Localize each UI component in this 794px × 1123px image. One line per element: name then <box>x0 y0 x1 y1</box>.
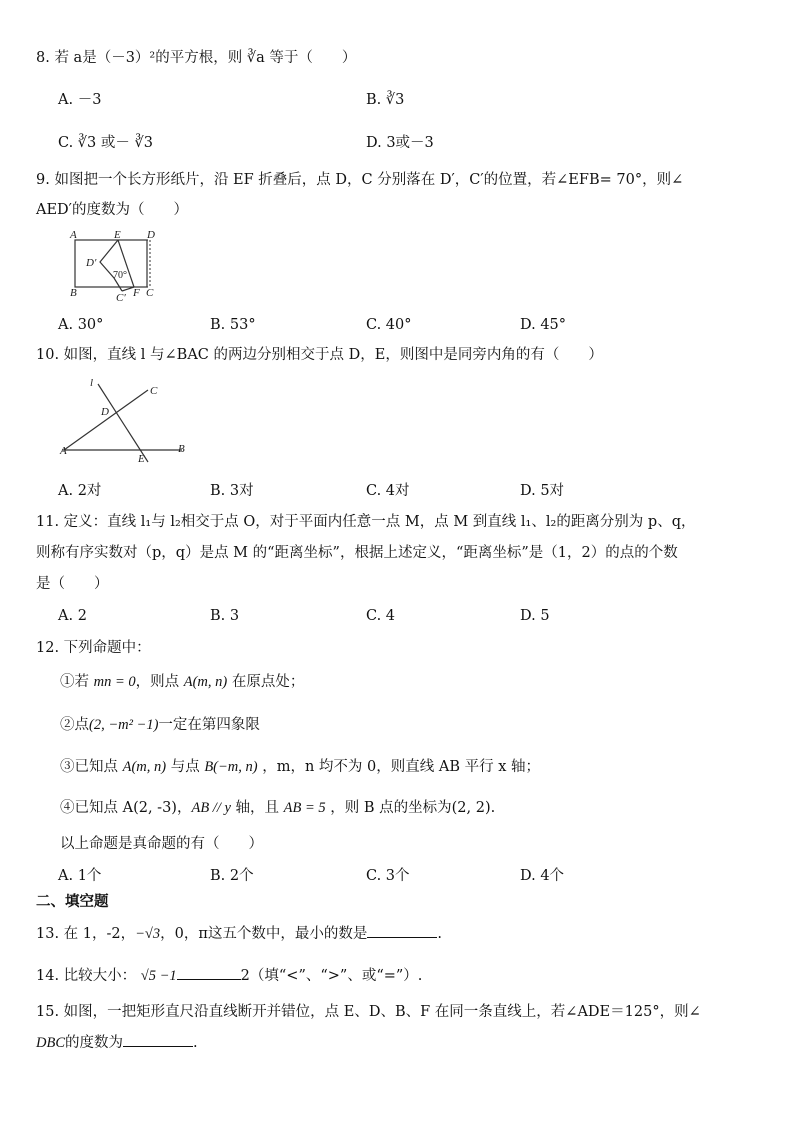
q9-stem-line2: AED′的度数为（ ） <box>36 202 188 218</box>
q10-figure <box>58 374 194 470</box>
q11-line3: 是（ ） <box>36 576 109 592</box>
label-a: A <box>60 445 67 457</box>
q12-option-c: C. 3个 <box>366 868 410 884</box>
q8-option-b: B. ∛3 <box>366 92 405 108</box>
q8-stem: 8. 若 a是（－3）²的平方根，则 ∛a 等于（ ） <box>36 50 357 66</box>
label-b: B <box>70 287 77 299</box>
q9-figure <box>62 228 162 304</box>
label-l: l <box>90 377 94 389</box>
label-b: B <box>178 443 185 455</box>
q8-option-c: C. ∛3 或－ ∛3 <box>58 135 153 151</box>
q10-option-a: A. 2对 <box>58 483 102 499</box>
q9-option-a: A. 30° <box>58 317 104 333</box>
q8-option-d: D. 3或－3 <box>366 135 434 151</box>
q12-option-a: A. 1个 <box>58 868 102 884</box>
label-e: E <box>114 229 121 241</box>
q14-answer-blank[interactable] <box>177 965 241 980</box>
q9-option-b: B. 53° <box>210 317 256 333</box>
q12-option-d: D. 4个 <box>520 868 565 884</box>
q10-option-d: D. 5对 <box>520 483 565 499</box>
ray-ac <box>64 390 148 450</box>
label-d: D <box>101 406 109 418</box>
q15-line1: 15. 如图，一把矩形直尺沿直线断开并错位，点 E、D、B、F 在同一条直线上，若∠ADE＝125°，则∠ <box>36 1004 701 1020</box>
q11-option-b: B. 3 <box>210 608 240 624</box>
label-c: C <box>150 385 158 397</box>
q12-stem: 12. 下列命题中： <box>36 640 151 656</box>
q10-option-c: C. 4对 <box>366 483 410 499</box>
q9-stem-line1: 9. 如图把一个长方形纸片，沿 EF 折叠后，点 D，C 分别落在 D′，C′的位置，若∠EFB= 70°，则∠ <box>36 172 684 188</box>
q9-option-d: D. 45° <box>520 317 567 333</box>
section-title-fill-in: 二、填空题 <box>36 894 109 910</box>
label-a: A <box>70 229 77 241</box>
q13: 13. 在 1，-2，−√3，0，π这五个数中，最小的数是 . <box>36 923 442 944</box>
q12-conclusion: 以上命题是真命题的有（ ） <box>60 836 263 852</box>
label-c: C <box>146 287 154 299</box>
q12-option-b: B. 2个 <box>210 868 254 884</box>
q11-option-a: A. 2 <box>58 608 87 624</box>
q12-item-4: ④已知点 A(2, -3)，AB // y 轴，且 AB = 5 ，则 B 点的坐标为(2, 2). <box>60 800 496 816</box>
label-e: E <box>138 453 145 465</box>
q14: 14. 比较大小： √5 −1 2（填“<”、“>”、或“=”）. <box>36 965 422 986</box>
q9-option-c: C. 40° <box>366 317 412 333</box>
q12-item-1: ①若 mn = 0，则点 A(m, n) 在原点处； <box>60 674 305 690</box>
q8-option-a: A. －3 <box>58 92 102 108</box>
label-d: D <box>147 229 155 241</box>
label-f: F <box>133 287 140 299</box>
label-d-prime: D′ <box>86 257 97 269</box>
angle-label-70: 70° <box>113 270 127 281</box>
q11-option-d: D. 5 <box>520 608 550 624</box>
q15-line2: DBC的度数为 . <box>36 1032 198 1053</box>
q15-answer-blank[interactable] <box>123 1032 193 1047</box>
q13-answer-blank[interactable] <box>367 923 437 938</box>
folded-edge <box>100 240 122 291</box>
q11-line1: 11. 定义：直线 l₁与 l₂相交于点 O，对于平面内任意一点 M，点 M 到直线 l₁、l₂的距离分别为 p、q， <box>36 514 696 530</box>
q12-item-2: ②点(2, −m² −1)一定在第四象限 <box>60 717 260 733</box>
q10-stem: 10. 如图，直线 l 与∠BAC 的两边分别相交于点 D，E，则图中是同旁内角的有（ ） <box>36 347 603 363</box>
q11-line2: 则称有序实数对（p，q）是点 M 的“距离坐标”，根据上述定义，“距离坐标”是（1，2）的点的个数 <box>36 545 678 561</box>
q10-option-b: B. 3对 <box>210 483 254 499</box>
label-c-prime: C′ <box>116 292 126 304</box>
q11-option-c: C. 4 <box>366 608 396 624</box>
q12-item-3: ③已知点 A(m, n) 与点 B(−m, n) ，m，n 均不为 0，则直线 AB 平行 x 轴； <box>60 759 540 775</box>
